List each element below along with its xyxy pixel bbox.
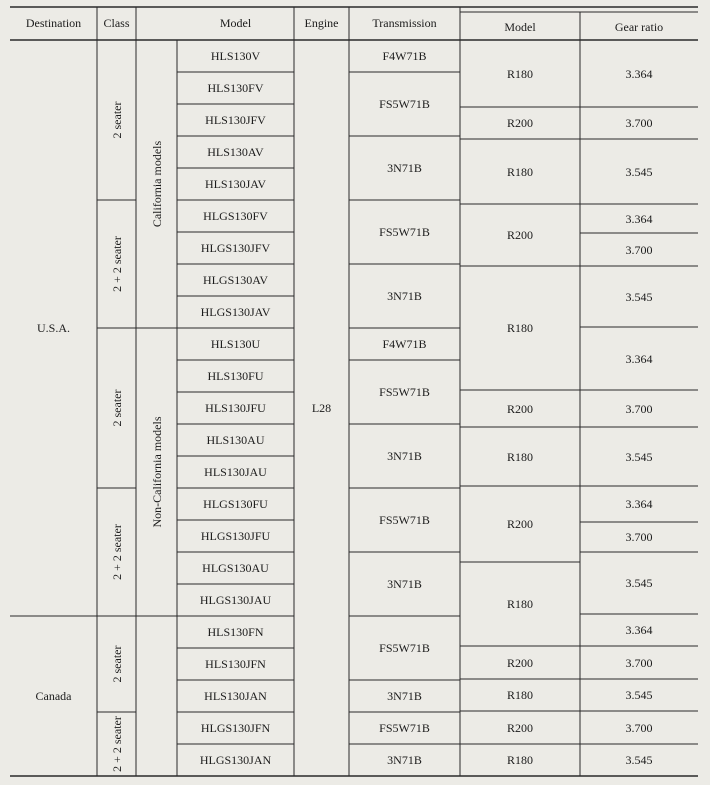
gear-ratio-cell: 3.364 (625, 66, 653, 81)
model-cell: HLS130FN (207, 625, 264, 639)
diff-model-cell: R180 (506, 597, 534, 611)
gear-ratio-cell: 3.545 (625, 449, 653, 464)
diff-model-cell: R200 (506, 401, 534, 416)
transmission-cell: 3N71B (387, 689, 422, 703)
class-label: 2 seater (109, 645, 124, 683)
model-cell: HLS130JFV (205, 113, 266, 127)
gear-ratio-cell: 3.545 (625, 289, 653, 304)
diff-model-cell: R200 (506, 116, 534, 130)
transmission-cell: FS5W71B (379, 97, 430, 111)
diff-model-cell: R180 (506, 449, 534, 464)
class-label: 2 + 2 seater (109, 524, 124, 580)
transmission-cell: 3N71B (387, 753, 422, 767)
model-cell: HLGS130JFU (200, 529, 271, 543)
header-gear-ratio: Gear ratio (614, 20, 664, 34)
transmission-cell: FS5W71B (379, 513, 430, 527)
model-cell: HLGS130JAN (199, 753, 272, 767)
gear-ratio-cell: 3.700 (625, 242, 653, 257)
model-cell: HLS130V (210, 49, 261, 63)
model-cell: HLS130AU (206, 433, 265, 447)
transmission-cell: 3N71B (387, 577, 422, 591)
diff-model-cell: R180 (506, 688, 534, 702)
diff-model-cell: R200 (506, 228, 534, 242)
gear-ratio-cell: 3.364 (625, 351, 653, 366)
model-cell: HLS130AV (207, 145, 264, 159)
transmission-cell: 3N71B (387, 161, 422, 175)
model-cell: HLGS130JAV (200, 305, 271, 319)
model-cell: HLGS130JFV (200, 241, 271, 255)
gear-ratio-cell: 3.545 (625, 688, 653, 702)
destination-usa: U.S.A. (36, 321, 71, 335)
gear-ratio-cell: 3.545 (625, 576, 653, 590)
class-label: 2 + 2 seater (109, 716, 124, 772)
transmission-cell: F4W71B (382, 337, 427, 351)
class-label: 2 seater (109, 389, 124, 427)
model-cell: HLGS130JFN (200, 721, 271, 735)
header-model: Model (219, 16, 252, 30)
model-cell: HLS130JFU (205, 401, 266, 415)
model-cell: HLS130FV (207, 81, 264, 95)
model-cell: HLGS130AV (202, 273, 269, 287)
gear-ratio-cell: 3.700 (625, 530, 653, 544)
group-non-california: Non-California models (149, 416, 164, 528)
gear-ratio-cell: 3.700 (625, 655, 653, 670)
gear-ratio-cell: 3.364 (625, 623, 653, 637)
diff-model-cell: R180 (506, 753, 534, 767)
header-destination: Destination (25, 16, 82, 30)
diff-model-cell: R180 (506, 321, 534, 335)
gear-ratio-cell: 3.700 (625, 116, 653, 130)
group-california: California models (149, 140, 164, 228)
gear-ratio-cell: 3.700 (625, 720, 653, 735)
class-label: 2 + 2 seater (109, 236, 124, 292)
transmission-cell: FS5W71B (379, 225, 430, 239)
model-cell: HLS130JAN (204, 689, 267, 703)
header-engine: Engine (304, 16, 339, 30)
model-cell: HLGS130FV (203, 209, 268, 223)
header-transmission: Transmission (372, 16, 437, 30)
diff-model-cell: R200 (506, 655, 534, 670)
model-cell: HLGS130FU (203, 497, 268, 511)
model-cell: HLS130JFN (205, 657, 266, 671)
diff-model-cell: R200 (506, 517, 534, 531)
diff-model-cell: R180 (506, 66, 534, 81)
gear-ratio-cell: 3.364 (625, 497, 653, 511)
gear-ratio-cell: 3.545 (625, 753, 653, 767)
header-class: Class (103, 16, 130, 30)
model-cell: HLGS130JAU (199, 593, 272, 607)
destination-canada: Canada (35, 689, 72, 703)
class-label: 2 seater (109, 101, 124, 139)
transmission-cell: 3N71B (387, 289, 422, 303)
model-cell: HLS130U (210, 337, 261, 351)
model-cell: HLGS130AU (202, 561, 269, 575)
gear-ratio-cell: 3.545 (625, 164, 653, 179)
transmission-cell: 3N71B (387, 449, 422, 463)
gear-ratio-cell: 3.364 (625, 211, 653, 226)
transmission-cell: F4W71B (382, 49, 427, 63)
diff-model-cell: R200 (506, 720, 534, 735)
transmission-cell: FS5W71B (379, 721, 430, 735)
model-cell: HLS130FU (207, 369, 264, 383)
model-cell: HLS130JAV (204, 177, 267, 191)
gear-ratio-cell: 3.700 (625, 401, 653, 416)
transmission-cell: FS5W71B (379, 385, 430, 399)
transmission-cell: FS5W71B (379, 641, 430, 655)
diff-model-cell: R180 (506, 164, 534, 179)
engine-cell: L28 (311, 401, 332, 415)
model-cell: HLS130JAU (204, 465, 267, 479)
header-diff-model: Model (504, 20, 536, 34)
